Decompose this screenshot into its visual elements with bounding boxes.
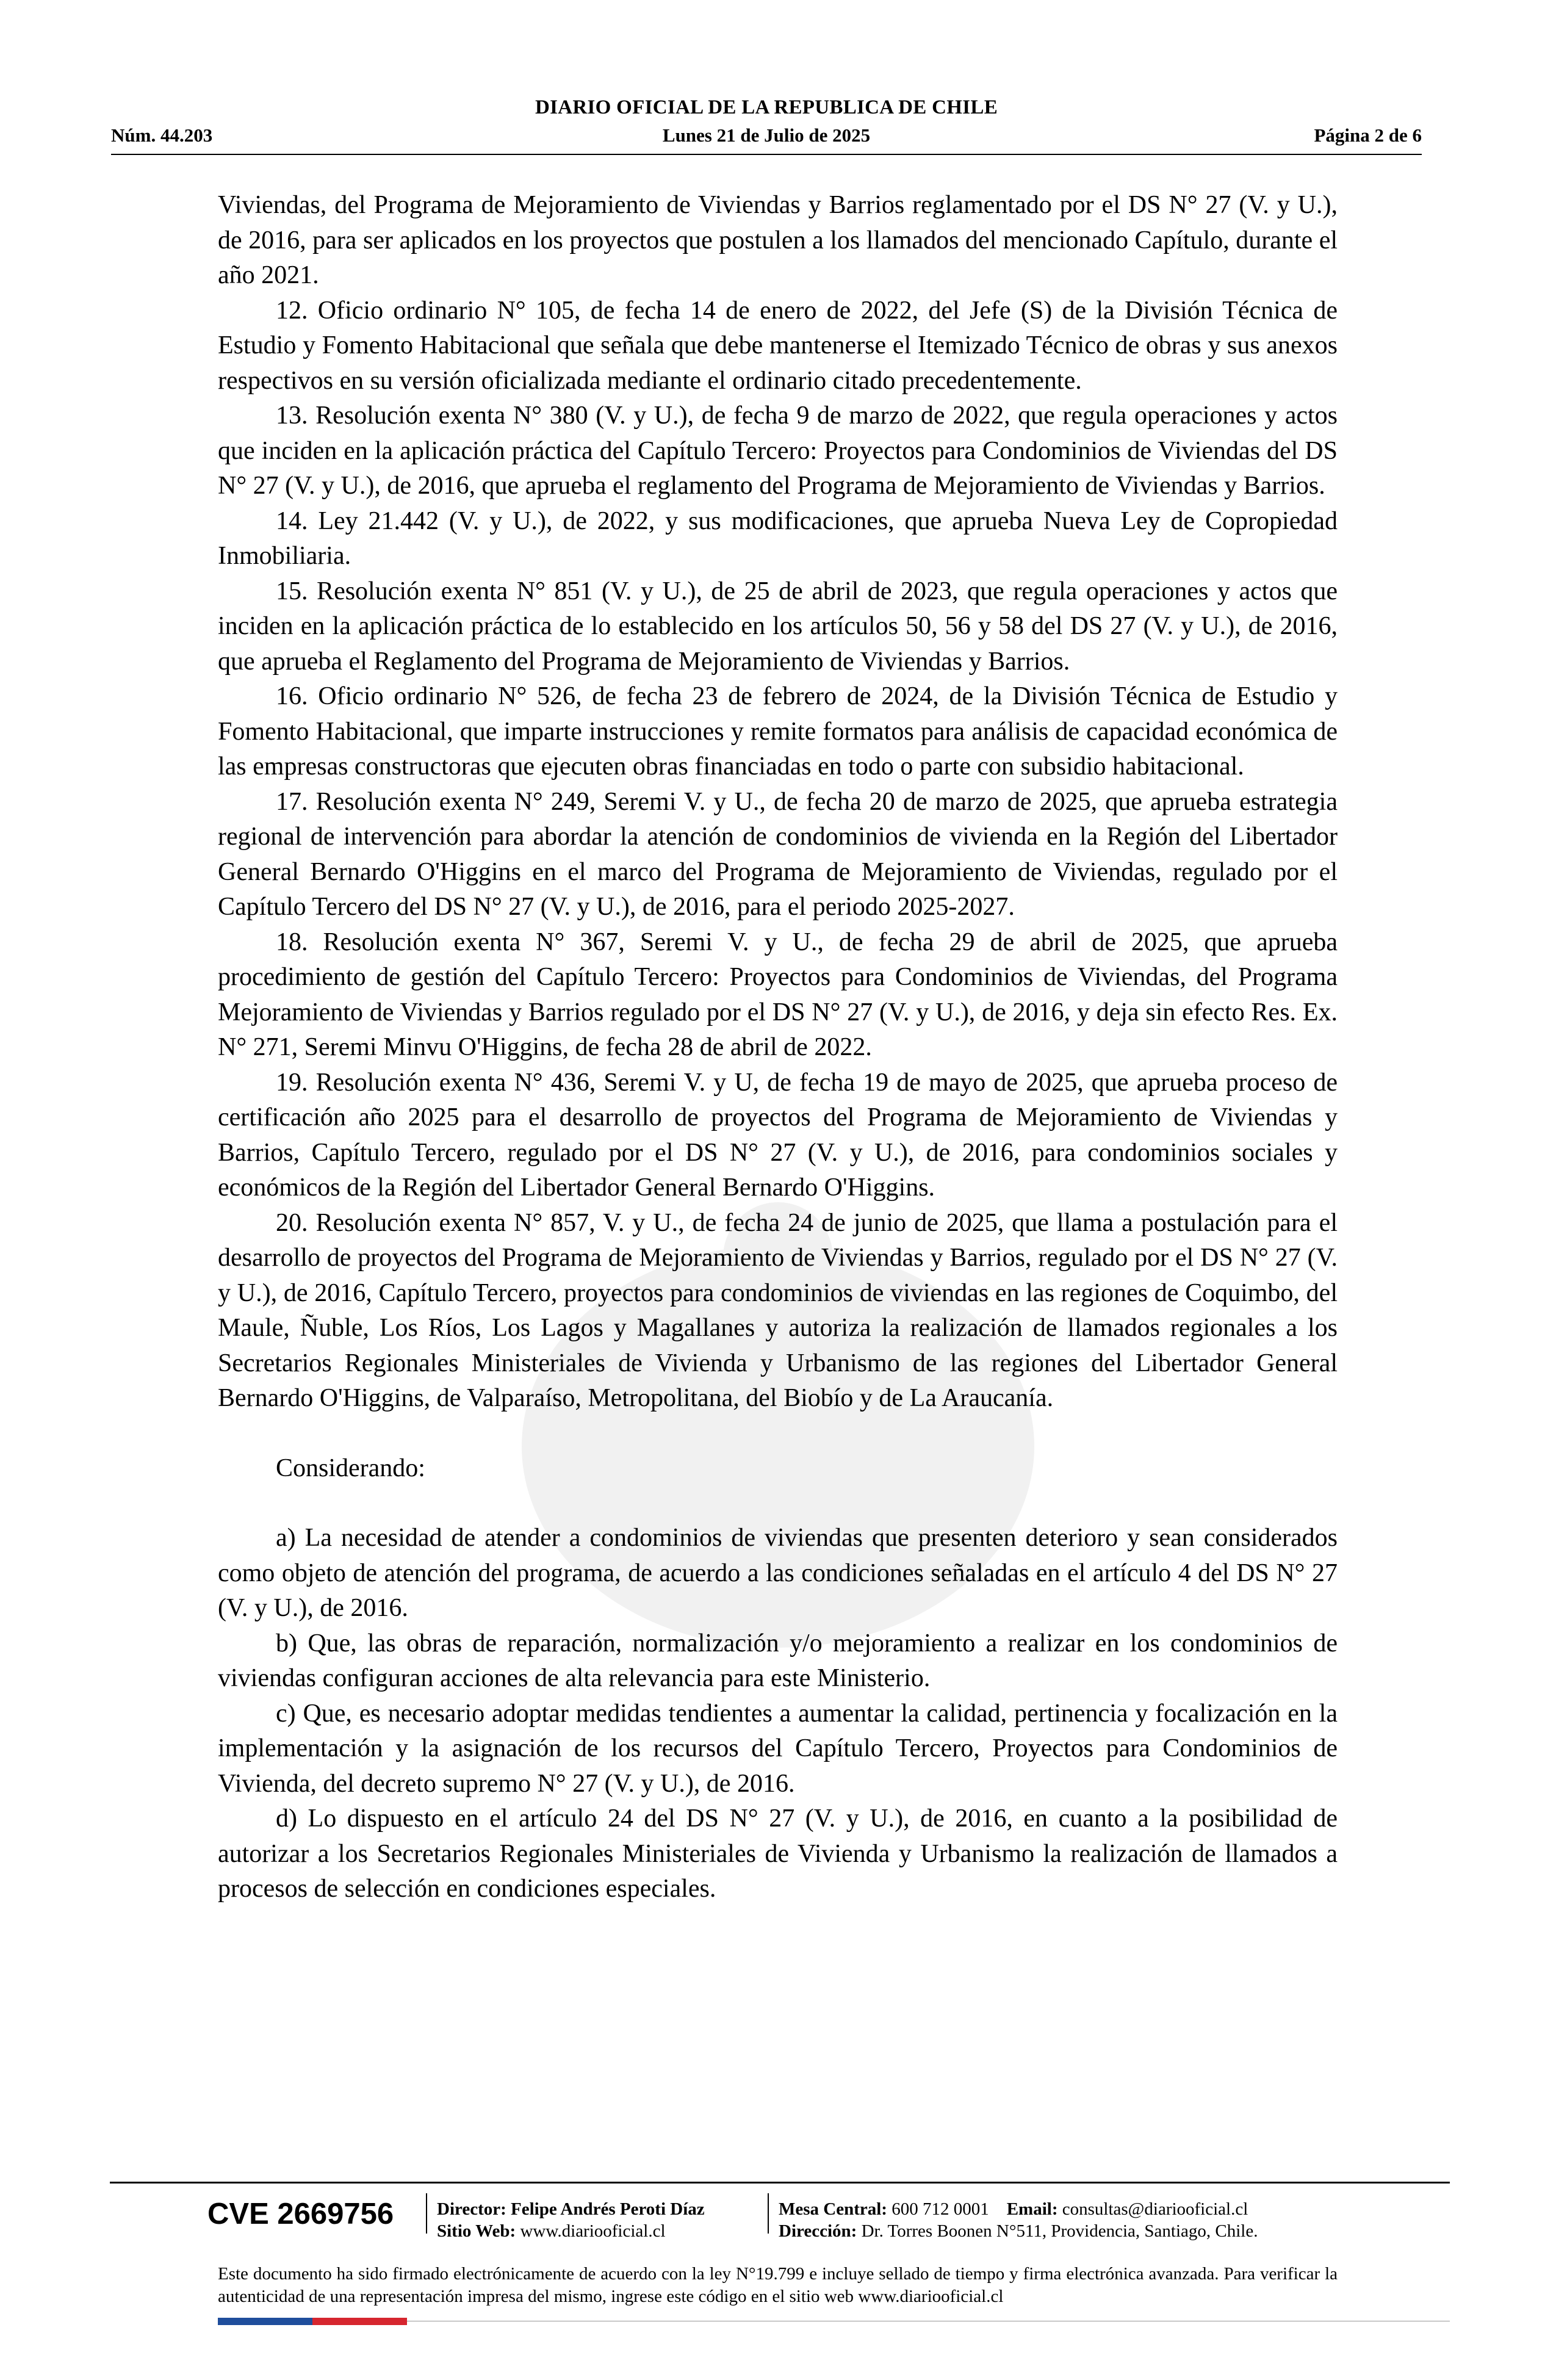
director-name: Felipe Andrés Peroti Díaz <box>511 2199 705 2219</box>
paragraph-item-18: 18. Resolución exenta N° 367, Seremi V. y U., de fecha 29 de abril de 2025, que aprueba procedimiento de gestión del Capítulo Tercero: Proyectos para Condominios de Viviendas, del Programa Mejoramiento de Viviendas y Barrios regulado por el DS N° 27 (V. y U.), de 2016, y deja sin efecto Res. Ex. N° 271, Seremi Minvu O'Higgins, de fecha 28 de abril de 2022. <box>218 928 1338 1061</box>
paragraph-item-20: 20. Resolución exenta N° 857, V. y U., de fecha 24 de junio de 2025, que llama a postulación para el desarrollo de proyectos del Programa de Mejoramiento de Viviendas y Barrios, regulado por el DS N° 27 (V. y U.), de 2016, Capítulo Tercero, proyectos para condominios de viviendas en las regiones de Coquimbo, del Maule, Ñuble, Los Ríos, Los Lagos y Magallanes y autoriza la realización de llamados regionales a los Secretarios Regionales Ministeriales de Vivienda y Urbanismo de las regiones del Libertador General Bernardo O'Higgins, de Valparaíso, Metropolitana, del Biobío y de La Araucanía. <box>218 1208 1338 1412</box>
page-number: Página 2 de 6 <box>1314 124 1422 146</box>
director-label: Director: <box>437 2199 506 2219</box>
paragraph-item-19: 19. Resolución exenta N° 436, Seremi V. y U, de fecha 19 de mayo de 2025, que aprueba proceso de certificación año 2025 para el desarrollo de proyectos del Programa de Mejoramiento de Viviendas y Barrios, Capítulo Tercero, regulado por el DS N° 27 (V. y U.), de 2016, para condominios sociales y económicos de la Región del Libertador General Bernardo O'Higgins. <box>218 1068 1338 1202</box>
issue-date: Lunes 21 de Julio de 2025 <box>662 124 871 146</box>
paragraph-item-13: 13. Resolución exenta N° 380 (V. y U.), de fecha 9 de marzo de 2022, que regula operaciones y actos que inciden en la aplicación práctica del Capítulo Tercero: Proyectos para Condominios de Viviendas del DS N° 27 (V. y U.), de 2016, que aprueba el reglamento del Programa de Mejoramiento de Viviendas y Barrios. <box>218 402 1338 500</box>
flag-blue-segment <box>218 2318 312 2325</box>
paragraph-item-14: 14. Ley 21.442 (V. y U.), de 2022, y sus modificaciones, que aprueba Nueva Ley de Copropiedad Inmobiliaria. <box>218 507 1338 570</box>
email-link[interactable]: consultas@diariooficial.cl <box>1062 2199 1248 2219</box>
considerando-a: a) La necesidad de atender a condominios de viviendas que presenten deterioro y sean considerados como objeto de atención del programa, de acuerdo a las condiciones señaladas en el artículo 4 del DS N° 27 (V. y U.), de 2016. <box>218 1524 1338 1622</box>
cve-code: CVE 2669756 <box>207 2198 394 2230</box>
document-body <box>218 188 1338 1907</box>
paragraph-continuation: Viviendas, del Programa de Mejoramiento de Viviendas y Barrios reglamentado por el DS N° 27 (V. y U.), de 2016, para ser aplicados en los proyectos que postulen a los llamados del mencionado Capítulo, durante el año 2021. <box>218 191 1338 289</box>
flag-color-bar <box>218 2318 407 2325</box>
site-label: Sitio Web: <box>437 2221 516 2241</box>
considerando-c: c) Que, es necesario adoptar medidas tendientes a aumentar la calidad, pertinencia y focalización en la implementación y la asignación de los recursos del Capítulo Tercero, Proyectos para Condominios de Vivienda, del decreto supremo N° 27 (V. y U.), de 2016. <box>218 1699 1338 1798</box>
considerando-heading: Considerando: <box>276 1454 425 1482</box>
signature-note: Este documento ha sido firmado electrónicamente de acuerdo con la ley N°19.799 e incluye sellado de tiempo y firma electrónica avanzada. Para verificar la autenticidad de una representación impresa del mismo, ingrese este código en el sitio web www.diariooficial.cl <box>218 2264 1338 2306</box>
paragraph-item-12: 12. Oficio ordinario N° 105, de fecha 14 de enero de 2022, del Jefe (S) de la División Técnica de Estudio y Fomento Habitacional que señala que debe mantenerse el Itemizado Técnico de obras y sus anexos respectivos en su versión oficializada mediante el ordinario citado precedentemente. <box>218 296 1338 395</box>
paragraph-item-17: 17. Resolución exenta N° 249, Seremi V. y U., de fecha 20 de marzo de 2025, que aprueba estrategia regional de intervención para abordar la atención de condominios de vivienda en la Región del Libertador General Bernardo O'Higgins en el marco del Programa de Mejoramiento de Viviendas, regulado por el Capítulo Tercero del DS N° 27 (V. y U.), de 2016, para el periodo 2025-2027. <box>218 787 1338 921</box>
footer-divider <box>110 2182 1450 2183</box>
email-label: Email: <box>1006 2199 1058 2219</box>
considerando-d: d) Lo dispuesto en el artículo 24 del DS N° 27 (V. y U.), de 2016, en cuanto a la posibilidad de autorizar a los Secretarios Regionales Ministeriales de Vivienda y Urbanismo la realización de llamados a procesos de selección en condiciones especiales. <box>218 1805 1338 1903</box>
paragraph-item-16: 16. Oficio ordinario N° 526, de fecha 23 de febrero de 2024, de la División Técnica de Estudio y Fomento Habitacional, que imparte instrucciones y remite formatos para análisis de capacidad económica de las empresas constructoras que ejecuten obras financiadas en todo o parte con subsidio habitacional. <box>218 682 1338 781</box>
paragraph-item-15: 15. Resolución exenta N° 851 (V. y U.), de 25 de abril de 2023, que regula operaciones y actos que inciden en la aplicación práctica de lo establecido en los artículos 50, 56 y 58 del DS 27 (V. y U.), de 2016, que aprueba el Reglamento del Programa de Mejoramiento de Viviendas y Barrios. <box>218 577 1338 676</box>
page-footer <box>110 2186 1450 2247</box>
page-header <box>111 92 1422 159</box>
site-link[interactable]: www.diariooficial.cl <box>520 2221 666 2241</box>
flag-red-segment <box>312 2318 407 2325</box>
mesa-phone: 600 712 0001 <box>891 2199 989 2219</box>
address-text: Dr. Torres Boonen N°511, Providencia, Santiago, Chile. <box>861 2221 1258 2241</box>
footer-contact-block <box>768 2198 1258 2242</box>
mesa-label: Mesa Central: <box>779 2199 887 2219</box>
newspaper-title: DIARIO OFICIAL DE LA REPUBLICA DE CHILE <box>535 96 998 118</box>
address-label: Dirección: <box>779 2221 857 2241</box>
considerando-b: b) Que, las obras de reparación, normalización y/o mejoramiento a realizar en los condominios de viviendas configuran acciones de alta relevancia para este Ministerio. <box>218 1629 1338 1692</box>
footer-director-block <box>426 2198 705 2242</box>
issue-number: Núm. 44.203 <box>111 124 213 146</box>
header-divider <box>111 154 1422 155</box>
